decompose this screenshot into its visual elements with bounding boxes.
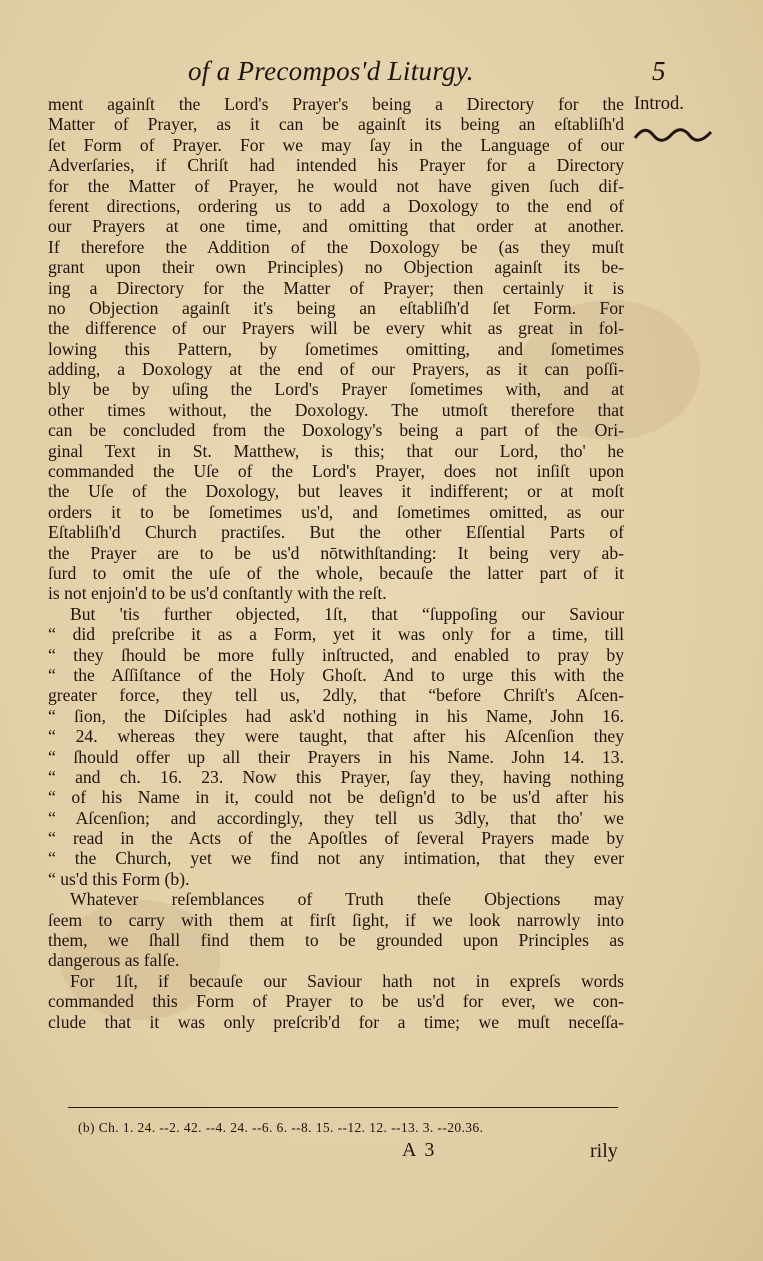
text-line: orders it to be ſometimes us'd, and ſometimes omitted, as our <box>48 501 624 522</box>
text-line: no Objection againſt it's being an eſtabliſh'd ſet Form. For <box>48 297 624 318</box>
text-line: the Uſe of the Doxology, but leaves it indifferent; or at moſt <box>48 481 624 502</box>
text-line: the Prayer are to be us'd nōtwithſtanding: It being very ab- <box>48 542 624 563</box>
text-line: ſurd to omit the uſe of the whole, becauſe the latter part of it <box>48 562 624 583</box>
text-line: “ 24. whereas they were taught, that after his Aſcenſion they <box>48 726 624 747</box>
text-line: For 1ſt, if becauſe our Saviour hath not in expreſs words <box>70 970 624 991</box>
text-line: dangerous as falſe. <box>48 950 180 971</box>
text-line: “ read in the Acts of the Apoſtles of ſeveral Prayers made by <box>48 828 624 849</box>
text-line: Adverſaries, if Chriſt had intended his Prayer for a Directory <box>48 155 624 176</box>
text-line: adding, a Doxology at the end of our Prayers, as it can poſſi- <box>48 359 624 380</box>
text-line: them, we ſhall find them to be grounded upon Principles as <box>48 930 624 951</box>
running-head <box>0 56 763 92</box>
text-line: ginal Text in St. Matthew, is this; that our Lord, tho' he <box>48 440 624 461</box>
footnote-rule <box>68 1107 618 1108</box>
text-line: lowing this Pattern, by ſometimes omitting, and ſometimes <box>48 338 624 359</box>
text-line: clude that it was only preſcrib'd for a time; we muſt neceſſa- <box>48 1011 624 1032</box>
text-line: Whatever reſemblances of Truth theſe Objections may <box>70 889 624 910</box>
text-line: “ they ſhould be more fully inſtructed, and enabled to pray by <box>48 644 624 665</box>
text-line: commanded this Form of Prayer to be us'd for ever, we con- <box>48 991 624 1012</box>
text-line: If therefore the Addition of the Doxology be (as they muſt <box>48 236 624 257</box>
text-line: “ ſhould offer up all their Prayers in his Name. John 14. 13. <box>48 746 624 767</box>
body-text <box>48 94 624 1032</box>
text-line: “ did preſcribe it as a Form, yet it was only for a time, till <box>48 624 624 645</box>
ornament-flourish-icon <box>632 124 714 146</box>
text-line: “ the Aſſiſtance of the Holy Ghoſt. And to urge this with the <box>48 664 624 685</box>
signature-mark: A 3 <box>402 1139 437 1161</box>
text-line: Matter of Prayer, as it can be againſt its being an eſtabliſh'd <box>48 114 624 135</box>
text-line: can be concluded from the Doxology's being a part of the Ori- <box>48 420 624 441</box>
text-line: the difference of our Prayers will be every whit as great in fol- <box>48 318 624 339</box>
text-line: “ and ch. 16. 23. Now this Prayer, ſay they, having nothing <box>48 766 624 787</box>
text-line: commanded the Uſe of the Lord's Prayer, does not inſiſt upon <box>48 461 624 482</box>
text-line: ſeem to carry with them at firſt ſight, if we look narrowly into <box>48 909 624 930</box>
catchword: rily <box>590 1140 618 1162</box>
text-line: Eſtabliſh'd Church practiſes. But the other Eſſential Parts of <box>48 522 624 543</box>
text-line: our Prayers at one time, and omitting that order at another. <box>48 216 624 237</box>
text-line: “ Aſcenſion; and accordingly, they tell us 3dly, that tho' we <box>48 807 624 828</box>
margin-note: Introd. <box>634 94 684 114</box>
text-line: ing a Directory for the Matter of Prayer; then certainly it is <box>48 277 624 298</box>
text-line: other times without, the Doxology. The utmoſt therefore that <box>48 399 624 420</box>
page-number: 5 <box>652 56 666 86</box>
text-line: “ ſion, the Diſciples had ask'd nothing in his Name, John 16. <box>48 705 624 726</box>
text-line: grant upon their own Principles) no Objection againſt its be- <box>48 257 624 278</box>
text-line: greater force, they tell us, 2dly, that “before Chriſt's Aſcen- <box>48 685 624 706</box>
text-line: But 'tis further objected, 1ſt, that “ſuppoſing our Saviour <box>70 603 624 624</box>
text-line: “ the Church, yet we find not any intimation, that they ever <box>48 848 624 869</box>
text-line: “ us'd this Form (b). <box>48 868 190 889</box>
text-line: is not enjoin'd to be us'd conſtantly with the reſt. <box>48 583 387 604</box>
text-line: for the Matter of Prayer, he would not have given ſuch dif- <box>48 175 624 196</box>
text-line: “ of his Name in it, could not be deſign'd to be us'd after his <box>48 787 624 808</box>
text-line: ferent directions, ordering us to add a Doxology to the end of <box>48 195 624 216</box>
text-line: bly be by uſing the Lord's Prayer ſometimes with, and at <box>48 379 624 400</box>
text-line: ment againſt the Lord's Prayer's being a Directory for the <box>48 94 624 114</box>
footnote: (b) Ch. 1. 24. --2. 42. --4. 24. --6. 6. --8. 15. --12. 12. --13. 3. --20.36. <box>78 1120 484 1135</box>
running-head-title: of a Precompos'd Liturgy. <box>188 56 474 86</box>
text-line: ſet Form of Prayer. For we may ſay in the Language of our <box>48 134 624 155</box>
